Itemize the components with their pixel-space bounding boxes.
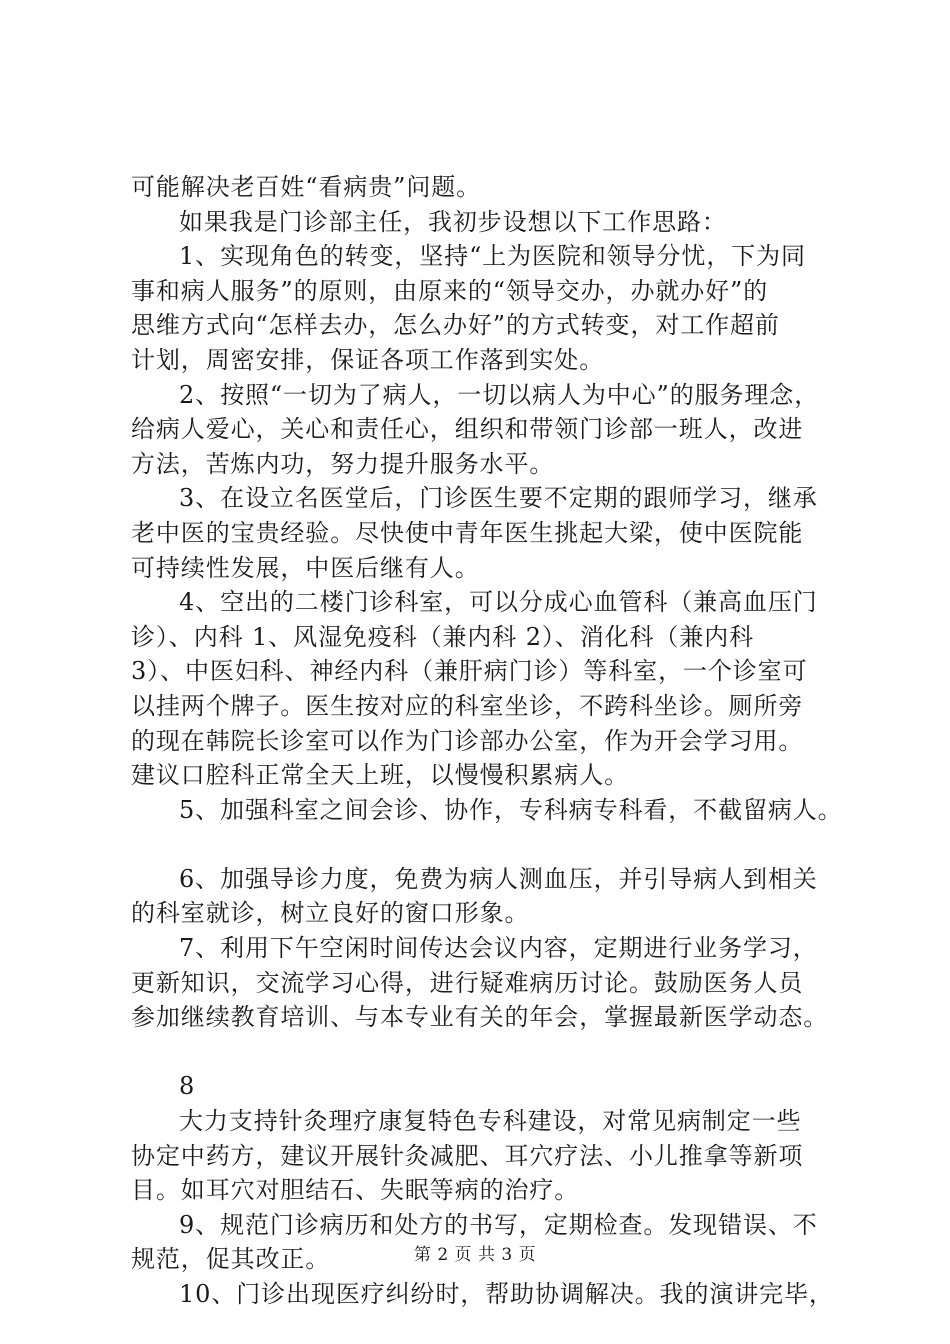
blank-line bbox=[131, 827, 871, 862]
text-line: 6、加强导诊力度，免费为病人测血压，并引导病人到相关 bbox=[179, 864, 818, 893]
text-line: 方法，苦炼内功，努力提升服务水平。 bbox=[131, 449, 555, 478]
text-line: 老中医的宝贵经验。尽快使中青年医生挑起大梁，使中医院能 bbox=[131, 518, 804, 547]
text-line: 思维方式向“怎样去办，怎么办好”的方式转变，对工作超前 bbox=[131, 311, 780, 340]
text-line: 2、按照“一切为了病人，一切以病人为中心”的服务理念， bbox=[179, 380, 820, 409]
text-line: 10、门诊出现医疗纠纷时，帮助协调解决。我的演讲完毕， bbox=[179, 1280, 834, 1308]
text-line: 参加继续教育培训、与本专业有关的年会，掌握最新医学动态。 bbox=[131, 1003, 829, 1032]
text-line: 更新知识，交流学习心得，进行疑难病历讨论。鼓励医务人员 bbox=[131, 968, 804, 997]
blank-line bbox=[131, 1035, 871, 1070]
text-line: 大力支持针灸理疗康复特色专科建设，对常见病制定一些 bbox=[179, 1107, 802, 1136]
text-line: 7、利用下午空闲时间传达会议内容，定期进行业务学习， bbox=[179, 934, 818, 963]
text-line: 的科室就诊，树立良好的窗口形象。 bbox=[131, 899, 530, 928]
text-line: 可持续性发展，中医后继有人。 bbox=[131, 553, 480, 582]
text-line: 3、在设立名医堂后，门诊医生要不定期的跟师学习，继承 bbox=[179, 484, 818, 513]
text-line: 协定中药方，建议开展针灸减肥、耳穴疗法、小儿推拿等新项 bbox=[131, 1141, 804, 1170]
text-line: 的现在韩院长诊室可以作为门诊部办公室，作为开会学习用。 bbox=[131, 726, 804, 755]
text-line: 事和病人服务”的原则，由原来的“领导交办，办就办好”的 bbox=[131, 276, 769, 305]
text-line: 建议口腔科正常全天上班，以慢慢积累病人。 bbox=[131, 761, 629, 790]
document-body bbox=[131, 170, 871, 1312]
text-line: 以挂两个牌子。医生按对应的科室坐诊，不跨科坐诊。厕所旁 bbox=[131, 691, 804, 720]
text-line: 8 bbox=[179, 1072, 196, 1101]
text-line: 1、实现角色的转变，坚持“上为医院和领导分忧，下为同 bbox=[179, 242, 806, 271]
text-line: 给病人爱心，关心和责任心，组织和带领门诊部一班人，改进 bbox=[131, 415, 804, 444]
text-line: 计划，周密安排，保证各项工作落到实处。 bbox=[131, 345, 605, 374]
text-line: 目。如耳穴对胆结石、失眠等病的治疗。 bbox=[131, 1176, 580, 1205]
text-line: 9、规范门诊病历和处方的书写，定期检查。发现错误、不 bbox=[179, 1210, 818, 1239]
page-footer: 第 2 页 共 3 页 bbox=[413, 1245, 537, 1265]
text-line: 诊）、内科 1、风湿免疫科（兼内科 2）、消化科（兼内科 bbox=[131, 622, 754, 651]
text-line: 5、加强科室之间会诊、协作，专科病专科看，不截留病人。 bbox=[179, 795, 843, 824]
text-line: 规范，促其改正。 bbox=[131, 1245, 331, 1274]
text-line: 可能解决老百姓“看病贵”问题。 bbox=[131, 173, 482, 201]
text-line: 3）、中医妇科、神经内科（兼肝病门诊）等科室，一个诊室可 bbox=[131, 657, 808, 686]
text-line: 如果我是门诊部主任，我初步设想以下工作思路： bbox=[179, 207, 727, 236]
text-line: 4、空出的二楼门诊科室，可以分成心血管科（兼高血压门 bbox=[179, 588, 818, 617]
